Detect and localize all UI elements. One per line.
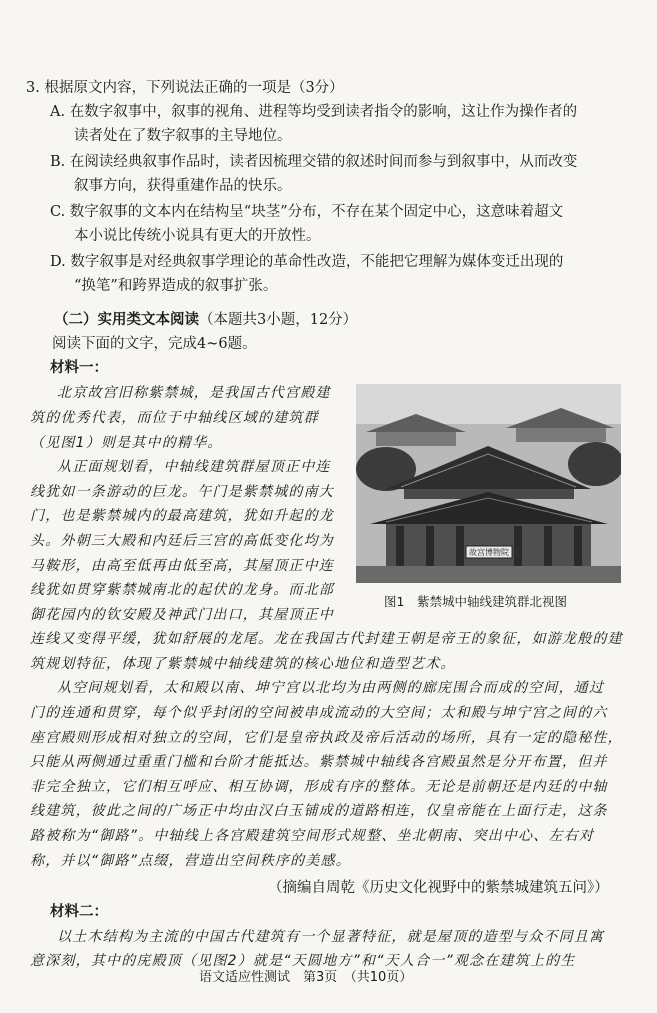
material-1-line: 路被称为“御路”。中轴线上各宫殿建筑空间形式规整、坐北朝南、突出中心、左右对 bbox=[30, 828, 595, 844]
section-2-instruction: 阅读下面的文字，完成4~6题。 bbox=[52, 336, 257, 352]
material-1-line: 线犹如贯穿紫禁城南北的起伏的龙身。而北部 bbox=[30, 582, 334, 598]
page-footer: 语文适应性测试 第3页 （共10页） bbox=[199, 970, 413, 985]
material-2-title: 材料二： bbox=[50, 903, 108, 920]
material-2-line: 以土木结构为主流的中国古代建筑有一个显著特征，就是屋顶的造型与众不同且寓 bbox=[57, 929, 605, 945]
option-d-line-2: “换笔”和跨界造成的叙事扩张。 bbox=[74, 278, 278, 294]
material-1-line: 线犹如一条游动的巨龙。午门是紫禁城的南大 bbox=[30, 484, 334, 500]
material-1-title: 材料一： bbox=[50, 359, 108, 376]
option-b-line-1: B. 在阅读经典叙事作品时，读者因梳理交错的叙述时间而参与到叙事中，从而改变 bbox=[50, 154, 578, 170]
material-1-line: 御花园内的钦安殿及神武门出口，其屋顶正中 bbox=[30, 607, 334, 623]
forbidden-city-photo bbox=[356, 384, 621, 583]
material-2-line: 意深刻，其中的庑殿顶（见图2）就是“天圆地方”和“天人合一”观念在建筑上的生 bbox=[30, 953, 576, 969]
material-1-source: （摘编自周乾《历史文化视野中的紫禁城建筑五问》） bbox=[268, 880, 609, 896]
palace-illustration bbox=[356, 384, 621, 583]
material-1-line: 线建筑，彼此之间的广场正中均由汉白玉铺成的道路相连，仅皇帝能在上面行走，这条 bbox=[30, 803, 608, 819]
option-b-line-2: 叙事方向，获得重建作品的快乐。 bbox=[74, 178, 292, 194]
option-a-line-1: A. 在数字叙事中，叙事的视角、进程等均受到读者指令的影响，这让作为操作者的 bbox=[50, 104, 578, 120]
material-1-line: 从正面规划看，中轴线建筑群屋顶正中连 bbox=[57, 459, 331, 475]
figure-1-caption: 图1 紫禁城中轴线建筑群北视图 bbox=[384, 594, 567, 609]
material-1-line: 门，也是紫禁城内的最高建筑，犹如升起的龙 bbox=[30, 508, 334, 524]
material-1-line: 连线又变得平缓，犹如舒展的龙尾。龙在我国古代封建王朝是帝王的象征，如游龙般的建 bbox=[30, 631, 623, 647]
material-1-line: 筑规划特征，体现了紫禁城中轴线建筑的核心地位和造型艺术。 bbox=[30, 656, 456, 672]
material-1-line: 非完全独立，它们相互呼应、相互协调，形成有序的整体。无论是前朝还是内廷的中轴 bbox=[30, 779, 608, 795]
option-c-line-2: 本小说比传统小说具有更大的开放性。 bbox=[74, 228, 321, 244]
material-1-line: 从空间规划看，太和殿以南、坤宁宫以北均为由两侧的廊庑围合而成的空间，通过 bbox=[57, 680, 605, 696]
section-2-note: （本题共3小题，12分） bbox=[199, 312, 358, 328]
question-3-stem: 3. 根据原文内容，下列说法正确的一项是（3分） bbox=[26, 80, 344, 96]
material-1-line: 只能从两侧通过重重门槛和台阶才能抵达。紫禁城中轴线各宫殿虽然是分开布置，但并 bbox=[30, 754, 608, 770]
option-d-line-1: D. 数字叙事是对经典叙事学理论的革命性改造，不能把它理解为媒体变迁出现的 bbox=[50, 254, 564, 270]
section-2-heading bbox=[54, 310, 357, 330]
material-1-line: 马鞍形，由高至低再由低至高，其屋顶正中连 bbox=[30, 558, 334, 574]
material-1-line: 称，并以“御路”点缀，营造出空间秩序的美感。 bbox=[30, 853, 351, 869]
material-1-line: 筑的优秀代表，而位于中轴线区域的建筑群 bbox=[30, 410, 319, 426]
section-2-title: （二）实用类文本阅读 bbox=[54, 311, 199, 328]
material-1-line: 头。外朝三大殿和内廷后三宫的高低变化均为 bbox=[30, 533, 334, 549]
palace-plaque-text: 故宫博物院 bbox=[469, 548, 509, 557]
option-a-line-2: 读者处在了数字叙事的主导地位。 bbox=[74, 128, 292, 144]
material-1-line: 座宫殿则形成相对独立的空间，它们是皇帝执政及帝后活动的场所，具有一定的隐秘性， bbox=[30, 730, 623, 746]
material-1-line: 北京故宫旧称紫禁城，是我国古代宫殿建 bbox=[57, 385, 331, 401]
material-1-line: 门的连通和贯穿，每个似乎封闭的空间被串成流动的大空间；太和殿与坤宁宫之间的六 bbox=[30, 705, 608, 721]
option-c-line-1: C. 数字叙事的文本内在结构呈“块茎”分布，不存在某个固定中心，这意味着超文 bbox=[50, 204, 564, 220]
material-1-line: （见图1）则是其中的精华。 bbox=[30, 435, 223, 451]
